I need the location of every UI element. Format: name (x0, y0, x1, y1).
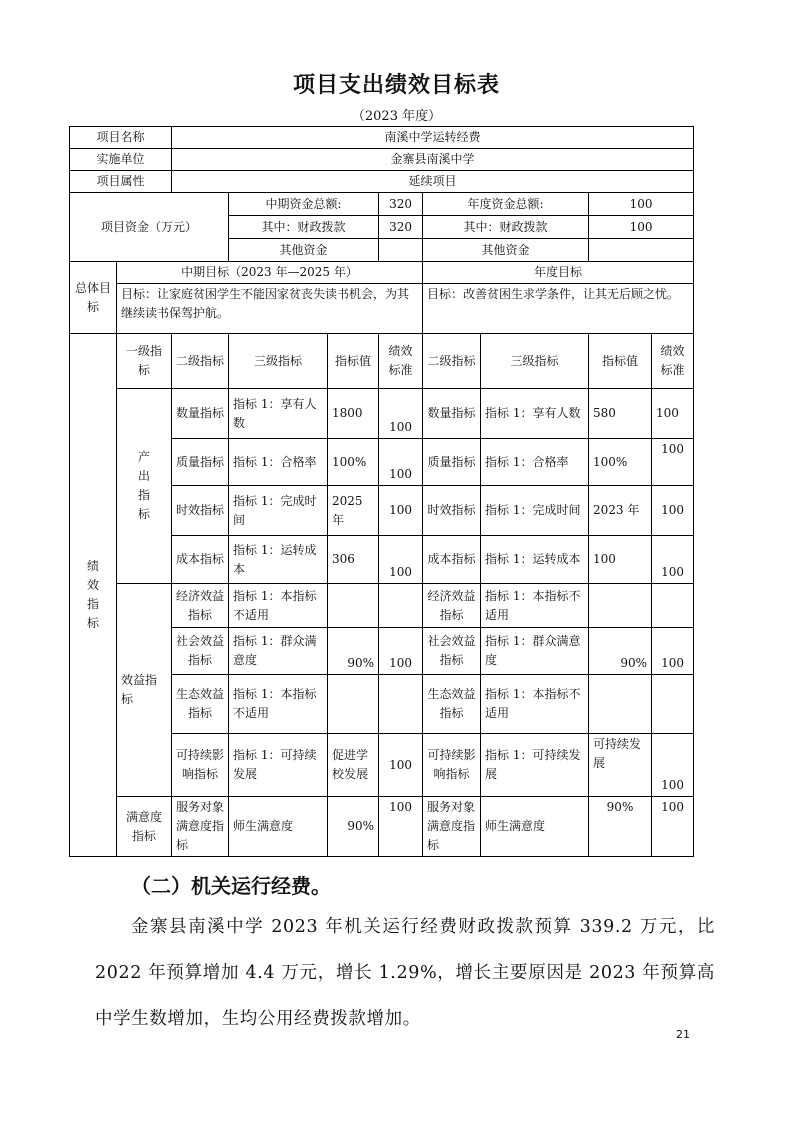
funds-label: 项目资金（万元） (70, 193, 229, 262)
mid-standard: 100 (379, 628, 423, 675)
goal-text-row (70, 284, 694, 334)
mid-value: 2025年 (328, 486, 379, 536)
mid-value: 100% (328, 439, 379, 486)
mid-standard: 100 (379, 797, 423, 857)
indicators-label-text: 绩效指标 (86, 559, 99, 630)
page-number: 21 (676, 1028, 690, 1041)
year-standard: 100 (652, 797, 694, 857)
project-name: 南溪中学运转经费 (172, 127, 694, 149)
year-standard (652, 584, 694, 628)
year-level2: 服务对象满意度指标 (423, 797, 481, 857)
mid-standard (379, 675, 423, 734)
attr: 延续项目 (172, 171, 694, 193)
indicator-header-row (70, 334, 694, 389)
mid-value: 90% (328, 628, 379, 675)
goal-year-text: 目标：改善贫困生求学条件，让其无后顾之忧。 (423, 284, 694, 334)
mid-value: 促进学校发展 (328, 734, 379, 797)
mid-standard: 100 (379, 734, 423, 797)
mid-other (379, 239, 423, 262)
mid-h1: 一级指标 (117, 334, 172, 389)
year-value: 100% (589, 439, 652, 486)
group-satisfaction: 满意度指标 (117, 797, 172, 857)
mid-level3: 指标 1：运转成本 (229, 536, 328, 584)
year-level2: 数量指标 (423, 389, 481, 439)
year-value (589, 675, 652, 734)
mid-value: 90% (328, 797, 379, 857)
mid-standard: 100 (379, 486, 423, 536)
mid-hv: 指标值 (328, 334, 379, 389)
project-name-row (70, 127, 694, 149)
mid-level2: 经济效益指标 (172, 584, 229, 628)
year-level2: 经济效益指标 (423, 584, 481, 628)
indicator-row (70, 389, 694, 439)
year-standard: 100 (652, 734, 694, 797)
mid-fiscal: 320 (379, 216, 423, 239)
goal-year-header: 年度目标 (423, 262, 694, 284)
mid-level2: 可持续影响指标 (172, 734, 229, 797)
mid-value: 306 (328, 536, 379, 584)
year-level3: 师生满意度 (481, 797, 589, 857)
mid-level3: 指标 1：完成时间 (229, 486, 328, 536)
mid-level3: 指标 1：可持续发展 (229, 734, 328, 797)
mid-standard: 100 (379, 439, 423, 486)
mid-level3: 指标 1：群众满意度 (229, 628, 328, 675)
indicators-label (70, 334, 117, 857)
year-level2: 质量指标 (423, 439, 481, 486)
mid-level3: 师生满意度 (229, 797, 328, 857)
mid-level2: 成本指标 (172, 536, 229, 584)
year-level3: 指标 1：可持续发展 (481, 734, 589, 797)
mid-h2: 二级指标 (172, 334, 229, 389)
year-standard (652, 675, 694, 734)
year-value: 580 (589, 389, 652, 439)
year-value: 2023 年 (589, 486, 652, 536)
year-level3: 指标 1：完成时间 (481, 486, 589, 536)
mid-level3: 指标 1：享有人数 (229, 389, 328, 439)
mid-level2: 生态效益指标 (172, 675, 229, 734)
mid-value: 1800 (328, 389, 379, 439)
year-level2: 社会效益指标 (423, 628, 481, 675)
mid-level2: 质量指标 (172, 439, 229, 486)
body-paragraph: 金寨县南溪中学 2023 年机关运行经费财政拨款预算 339.2 万元，比 2022 年预算增加 4.4 万元，增长 1.29%，增长主要原因是 2023 年预算高中学生数增加，生均公用经费拨款增加。 (95, 917, 715, 1029)
year-value: 90% (589, 628, 652, 675)
group-benefit-text: 效益指标 (121, 673, 158, 706)
year-other (589, 239, 694, 262)
group-output (117, 389, 172, 584)
year-standard: 100 (652, 439, 694, 486)
indicator-row (70, 584, 694, 628)
mid-other-label: 其他资金 (229, 239, 379, 262)
year-label: （2023 年度） (351, 109, 442, 124)
year-level2: 可持续影响指标 (423, 734, 481, 797)
mid-level2: 社会效益指标 (172, 628, 229, 675)
mid-level3: 指标 1：合格率 (229, 439, 328, 486)
page-title: 项目支出绩效目标表 (292, 73, 500, 98)
funds-row-total (70, 193, 694, 216)
mid-level2: 服务对象满意度指标 (172, 797, 229, 857)
mid-h3: 三级指标 (229, 334, 328, 389)
year-level3: 指标 1：本指标不适用 (481, 675, 589, 734)
year-level2: 生态效益指标 (423, 675, 481, 734)
mid-fiscal-label: 其中：财政拨款 (229, 216, 379, 239)
year-level3: 指标 1：运转成本 (481, 536, 589, 584)
goal-mid-text: 目标：让家庭贫困学生不能因家贫丧失读书机会，为其继续读书保驾护航。 (117, 284, 423, 334)
year-h3: 三级指标 (481, 334, 589, 389)
mid-value (328, 584, 379, 628)
year-total: 100 (589, 193, 694, 216)
year-level3: 指标 1：群众满意度 (481, 628, 589, 675)
year-level3: 指标 1：合格率 (481, 439, 589, 486)
year-level2: 时效指标 (423, 486, 481, 536)
year-level3: 指标 1：本指标不适用 (481, 584, 589, 628)
mid-hs: 绩效标准 (379, 334, 423, 389)
year-standard: 100 (652, 389, 694, 439)
year-standard: 100 (652, 628, 694, 675)
mid-level2: 数量指标 (172, 389, 229, 439)
year-value: 90% (589, 797, 652, 857)
mid-standard: 100 (379, 536, 423, 584)
mid-level3: 指标 1：本指标不适用 (229, 675, 328, 734)
mid-level2: 时效指标 (172, 486, 229, 536)
mid-level3: 指标 1：本指标不适用 (229, 584, 328, 628)
year-h2: 二级指标 (423, 334, 481, 389)
mid-standard (379, 584, 423, 628)
mid-total-label: 中期资金总额: (229, 193, 379, 216)
year-fiscal: 100 (589, 216, 694, 239)
mid-total: 320 (379, 193, 423, 216)
goal-label: 总体目标 (70, 262, 117, 334)
year-value: 可持续发展 (589, 734, 652, 797)
year-standard: 100 (652, 486, 694, 536)
goal-mid-header: 中期目标（2023 年—2025 年） (117, 262, 423, 284)
unit: 金寨县南溪中学 (172, 149, 694, 171)
year-other-label: 其他资金 (423, 239, 589, 262)
year-level3: 指标 1：享有人数 (481, 389, 589, 439)
attr-row (70, 171, 694, 193)
goal-header-row (70, 262, 694, 284)
year-level2: 成本指标 (423, 536, 481, 584)
unit-row (70, 149, 694, 171)
year-value (589, 584, 652, 628)
attr-label: 项目属性 (70, 171, 172, 193)
group-output-text: 产出指标 (137, 450, 150, 521)
performance-table (69, 126, 694, 857)
section-heading: （二）机关运行经费。 (131, 874, 331, 898)
project-name-label: 项目名称 (70, 127, 172, 149)
group-benefit (117, 584, 172, 797)
year-value: 100 (589, 536, 652, 584)
year-hv: 指标值 (589, 334, 652, 389)
mid-value (328, 675, 379, 734)
year-total-label: 年度资金总额: (423, 193, 589, 216)
indicator-row (70, 797, 694, 857)
mid-standard: 100 (379, 389, 423, 439)
year-fiscal-label: 其中：财政拨款 (423, 216, 589, 239)
unit-label: 实施单位 (70, 149, 172, 171)
year-standard: 100 (652, 536, 694, 584)
year-hs: 绩效标准 (652, 334, 694, 389)
